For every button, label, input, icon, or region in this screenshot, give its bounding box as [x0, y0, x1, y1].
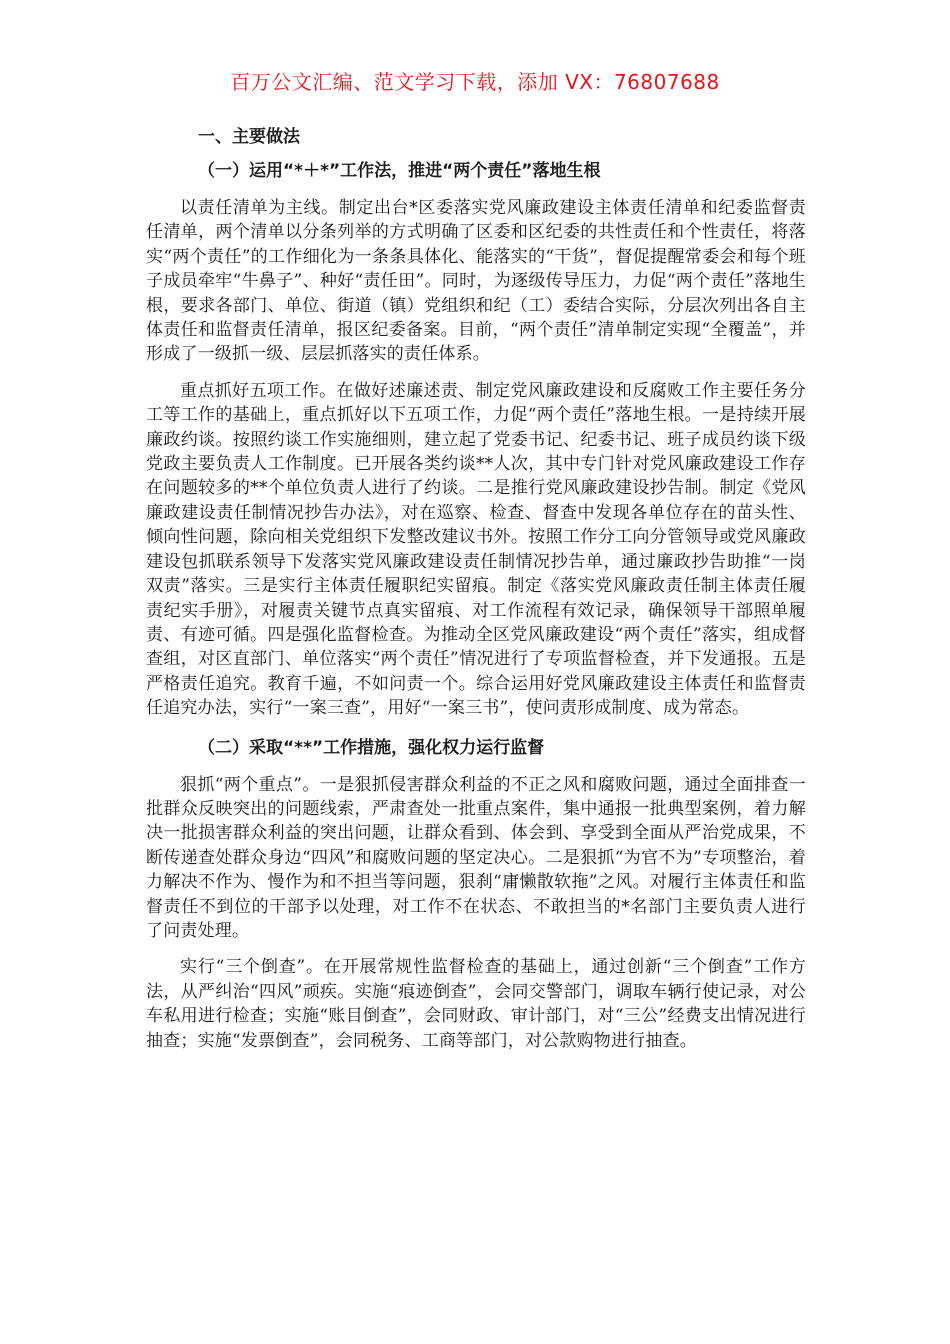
document-body [146, 122, 806, 1065]
paragraph: 实行“三个倒查”。在开展常规性监督检查的基础上，通过创新“三个倒查”工作方法，从严纠治“四风”顽疾。实施“痕迹倒查”，会同交警部门，调取车辆行使记录，对公车私用进行检查；实施“账目倒查”，会同财政、审计部门，对“三公”经费支出情况进行抽查；实施“发票倒查”，会同税务、工商等部门，对公款购物进行抽查。 [146, 957, 806, 1051]
paragraph: 狠抓“两个重点”。一是狠抓侵害群众利益的不正之风和腐败问题，通过全面排查一批群众反映突出的问题线索，严肃查处一批重点案件，集中通报一批典型案例，着力解决一批损害群众利益的突出问题，让群众看到、体会到、享受到全面从严治党成果，不断传递查处群众身边“四风”和腐败问题的坚定决心。二是狠抓“为官不为”专项整治，着力解决不作为、慢作为和不担当等问题，狠刹“庸懒散软拖”之风。对履行主体责任和监督责任不到位的干部予以处理，对工作不在状态、不敢担当的*名部门主要负责人进行了问责处理。 [146, 774, 806, 941]
header-banner: 百万公文汇编、范文学习下载，添加 VX：76807688 [230, 70, 720, 94]
subsection-1-heading: （一）运用“*＋*”工作法，推进“两个责任”落地生根 [198, 161, 601, 181]
paragraph: 以责任清单为主线。制定出台*区委落实党风廉政建设主体责任清单和纪委监督责任清单，两个清单以分条列举的方式明确了区委和区纪委的共性责任和个性责任，将落实“两个责任”的工作细化为一条条具体化、能落实的“干货”，督促提醒常委会和每个班子成员牵牢“牛鼻子”、种好“责任田”。同时，为逐级传导压力，力促“两个责任”落地生根，要求各部门、单位、街道（镇）党组织和纪（工）委结合实际，分层次列出各自主体责任和监督责任清单，报区纪委备案。目前，“两个责任”清单制定实现“全覆盖”，并形成了一级抓一级、层层抓落实的责任体系。 [146, 198, 806, 365]
subsection-2-heading: （二）采取“**”工作措施，强化权力运行监督 [198, 737, 545, 758]
paragraph: 重点抓好五项工作。在做好述廉述责、制定党风廉政建设和反腐败工作主要任务分工等工作的基础上，重点抓好以下五项工作，力促“两个责任”落地生根。一是持续开展廉政约谈。按照约谈工作实施细则，建立起了党委书记、纪委书记、班子成员约谈下级党政主要负责人工作制度。已开展各类约谈**人次，其中专门针对党风廉政建设工作存在问题较多的**个单位负责人进行了约谈。二是推行党风廉政建设抄告制。制定《党风廉政建设责任制情况抄告办法》，对在巡察、检查、督查中发现各单位存在的苗头性、倾向性问题，除向相关党组织下发整改建议书外。按照工作分工向分管领导或党风廉政建设包抓联系领导下发落实党风廉政建设责任制情况抄告单，通过廉政抄告助推“一岗双责”落实。三是实行主体责任履职纪实留痕。制定《落实党风廉政责任制主体责任履责纪实手册》，对履责关键节点真实留痕、对工作流程有效记录，确保领导干部照单履责、有迹可循。四是强化监督检查。为推动全区党风廉政建设“两个责任”落实，组成督查组，对区直部门、单位落实“两个责任”情况进行了专项监督检查，并下发通报。五是严格责任追究。教育千遍，不如问责一个。综合运用好党风廉政建设主体责任和监督责任追究办法，实行“一案三查”，用好“一案三书”，使问责形成制度、成为常态。 [146, 380, 806, 719]
section-title: 一、主要做法 [198, 127, 300, 147]
